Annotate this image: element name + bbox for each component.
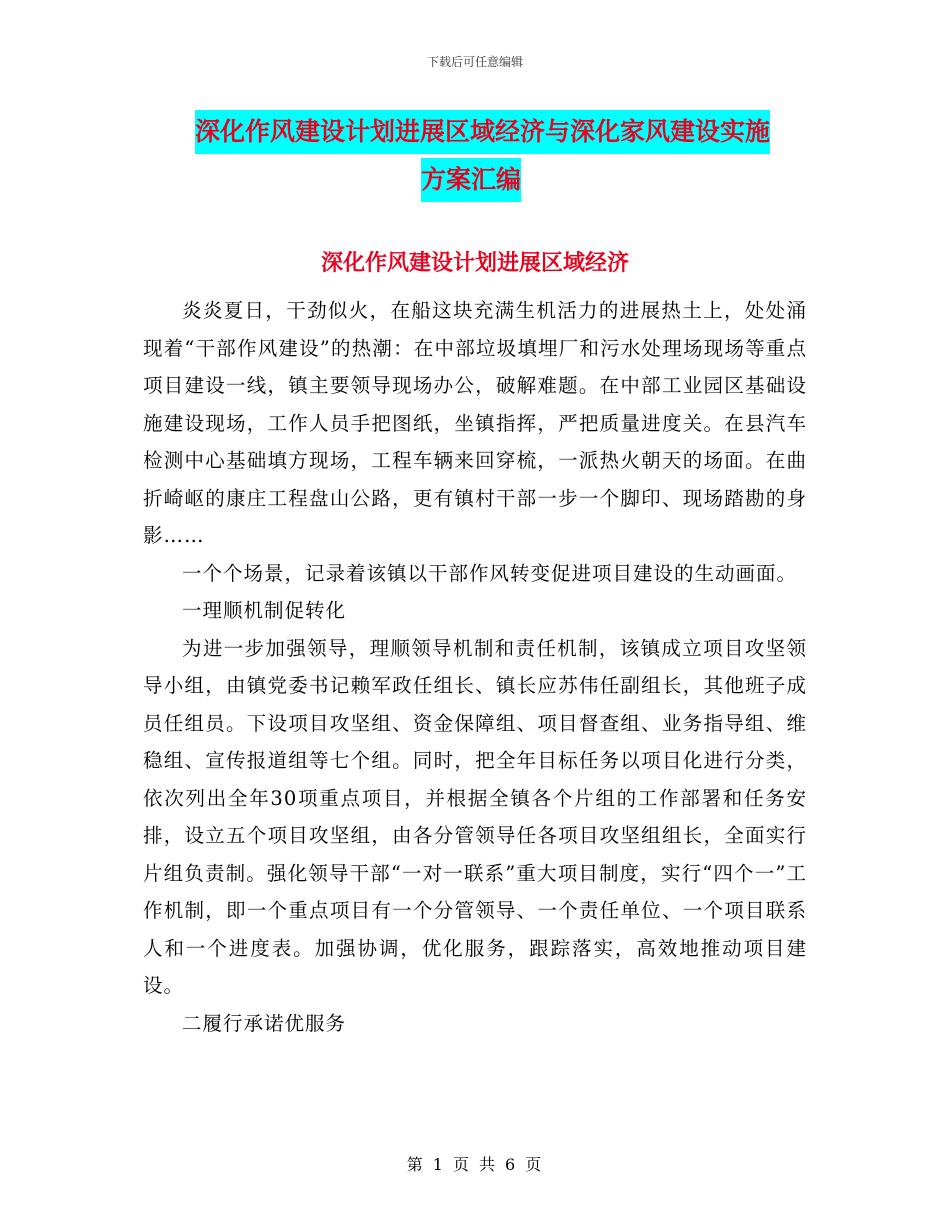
body-paragraph: 为进一步加强领导，理顺领导机制和责任机制，该镇成立项目攻坚领导小组，由镇党委书记赖军政任组长、镇长应苏伟任副组长，其他班子成员任组员。下设项目攻坚组、资金保障组、项目督查组、业务指导组、维稳组、宣传报道组等七个组。同时，把全年目标任务以项目化进行分类，依次列出全年30项重点项目，并根据全镇各个片组的工作部署和任务安排，设立五个项目攻坚组，由各分管领导任各项目攻坚组组长，全面实行片组负责制。强化领导干部“一对一联系”重大项目制度，实行“四个一”工作机制，即一个重点项目有一个分管领导、一个责任单位、一个项目联系人和一个进度表。加强协调，优化服务，跟踪落实，高效地推动项目建设。 [143, 636, 807, 997]
document-title-line-1: 深化作风建设计划进展区域经济与深化家风建设实施 [195, 110, 770, 154]
page-label-mid: 页 [452, 1155, 471, 1174]
total-page-count: 6 [505, 1155, 518, 1174]
document-body [143, 292, 807, 1042]
document-title-line-2: 方案汇编 [421, 158, 521, 202]
body-paragraph: 一个个场景，记录着该镇以干部作风转变促进项目建设的生动画面。 [182, 561, 798, 585]
page-label-prefix: 第 [406, 1155, 425, 1174]
section-title: 深化作风建设计划进展区域经济 [320, 251, 629, 276]
document-title [195, 110, 805, 202]
subheading-paragraph: 二履行承诺优服务 [182, 1011, 347, 1035]
subheading-paragraph: 一理顺机制促转化 [182, 599, 347, 622]
page-label-suffix: 页 [525, 1155, 544, 1174]
current-page-number: 1 [432, 1155, 445, 1174]
total-label-prefix: 共 [479, 1155, 498, 1174]
page-footer [0, 1155, 950, 1175]
page-header-note: 下载后可任意编辑 [426, 55, 523, 69]
body-paragraph: 炎炎夏日，干劲似火，在船这块充满生机活力的进展热土上，处处涌现着“干部作风建设”的热潮：在中部垃圾填埋厂和污水处理场现场等重点项目建设一线，镇主要领导现场办公，破解难题。在中部工业园区基础设施建设现场，工作人员手把图纸，坐镇指挥，严把质量进度关。在县汽车检测中心基础填方现场，工程车辆来回穿梳，一派热火朝天的场面。在曲折崎岖的康庄工程盘山公路，更有镇村干部一步一个脚印、现场踏勘的身影…… [143, 299, 807, 547]
